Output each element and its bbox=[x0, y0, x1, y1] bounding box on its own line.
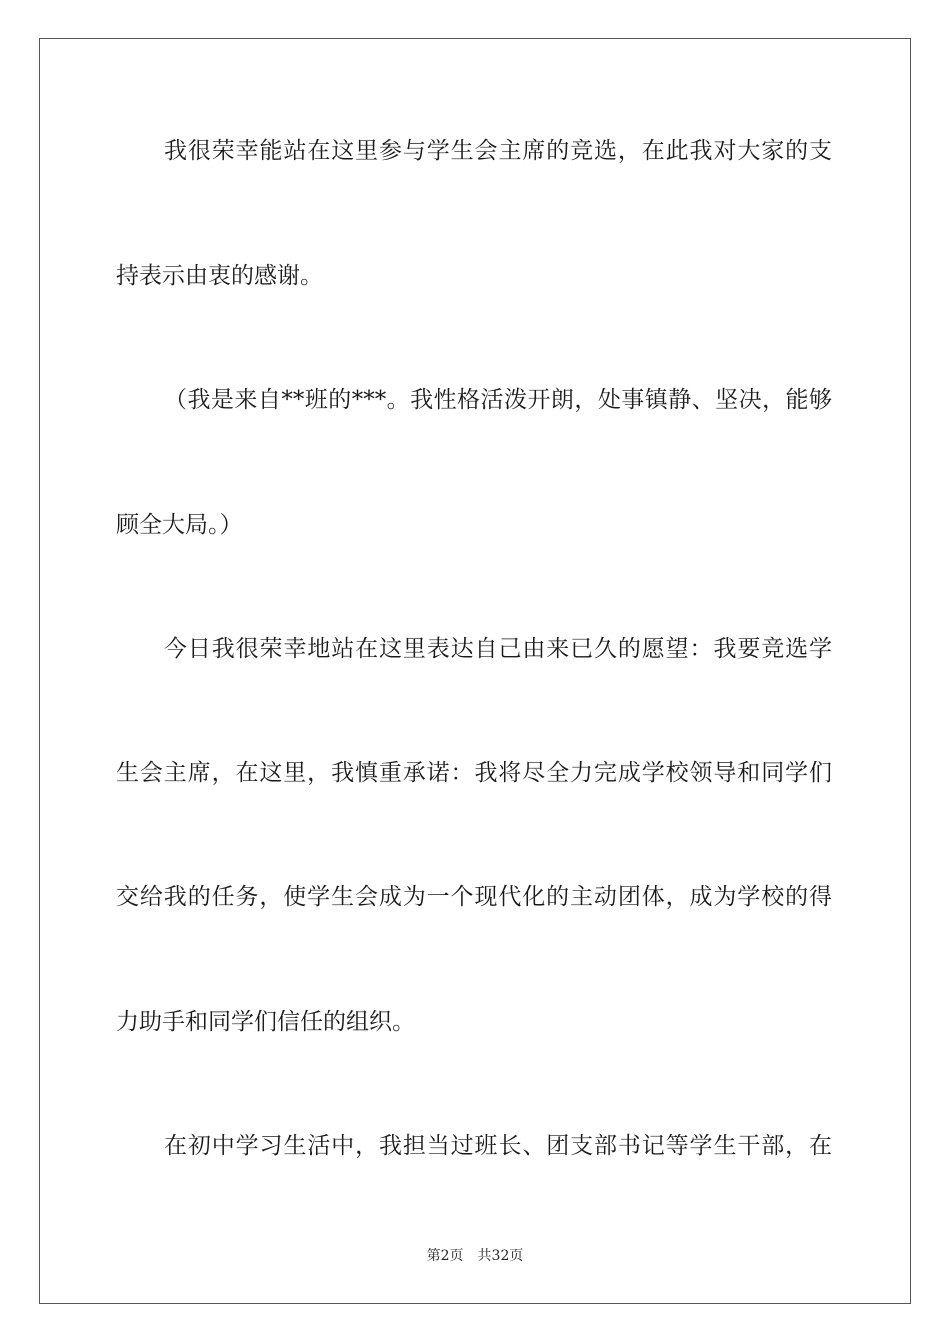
paragraph-2-line-1: （我是来自**班的***。我性格活泼开朗，处事镇静、坚决，能够 bbox=[164, 387, 832, 413]
page-number: 第2页 bbox=[426, 1248, 464, 1264]
paragraph-3-line-1: 今日我很荣幸地站在这里表达自己由来已久的愿望：我要竞选学 bbox=[164, 636, 832, 662]
page-footer bbox=[0, 1247, 950, 1265]
paragraph-3-line-4: 力助手和同学们信任的组织。 bbox=[116, 1009, 415, 1035]
paragraph-3-line-3: 交给我的任务，使学生会成为一个现代化的主动团体，成为学校的得 bbox=[116, 884, 832, 910]
paragraph-1-line-2: 持表示由衷的感谢。 bbox=[116, 263, 323, 289]
page-total: 共32页 bbox=[477, 1248, 524, 1264]
paragraph-2-line-2: 顾全大局。） bbox=[116, 512, 243, 538]
paragraph-3-line-2: 生会主席，在这里，我慎重承诺：我将尽全力完成学校领导和同学们 bbox=[116, 760, 832, 786]
page-border bbox=[39, 38, 911, 1304]
paragraph-1-line-1: 我很荣幸能站在这里参与学生会主席的竞选，在此我对大家的支 bbox=[164, 138, 832, 164]
paragraph-4-line-1: 在初中学习生活中，我担当过班长、团支部书记等学生干部，在 bbox=[164, 1133, 832, 1159]
